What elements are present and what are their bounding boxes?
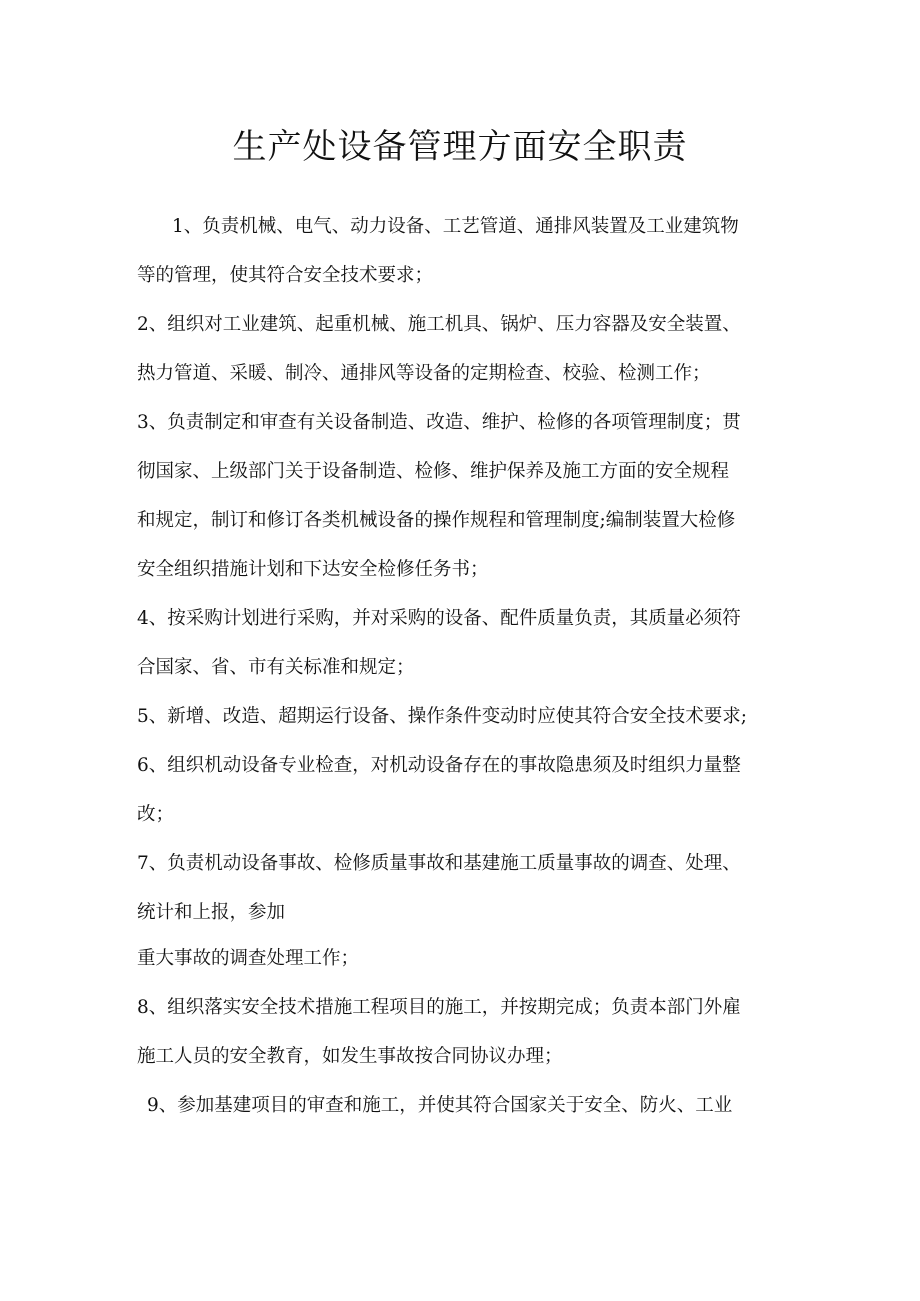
body-line: 统计和上报，参加	[137, 902, 286, 923]
body-line: 安全组织措施计划和下达安全检修任务书；	[137, 559, 489, 580]
body-line: 合国家、省、市有关标准和规定；	[137, 657, 415, 678]
body-line: 热力管道、采暖、制冷、通排风等设备的定期检查、校验、检测工作；	[137, 363, 711, 384]
body-line: 6、组织机动设备专业检查，对机动设备存在的事故隐患须及时组织力量整	[137, 755, 741, 776]
body-line: 4、按采购计划进行采购，并对采购的设备、配件质量负责，其质量必须符	[137, 608, 741, 629]
body-line: 重大事故的调查处理工作；	[137, 948, 360, 969]
body-line: 改；	[137, 804, 175, 825]
body-line: 2、组织对工业建筑、起重机械、施工机具、锅炉、压力容器及安全装置、	[137, 314, 741, 335]
body-line: 彻国家、上级部门关于设备制造、检修、维护保养及施工方面的安全规程	[137, 461, 730, 482]
body-line: 和规定，制订和修订各类机械设备的操作规程和管理制度;编制装置大检修	[137, 510, 736, 531]
document-title: 生产处设备管理方面安全职责	[232, 127, 688, 167]
body-line: 5、新增、改造、超期运行设备、操作条件变动时应使其符合安全技术要求;	[137, 706, 748, 727]
body-line: 施工人员的安全教育，如发生事故按合同协议办理；	[137, 1046, 563, 1067]
body-line: 9、参加基建项目的审查和施工，并使其符合国家关于安全、防火、工业	[147, 1095, 733, 1116]
body-line: 1、负责机械、电气、动力设备、工艺管道、通排风装置及工业建筑物	[172, 216, 739, 237]
body-line: 3、负责制定和审查有关设备制造、改造、维护、检修的各项管理制度；贯	[137, 412, 741, 433]
body-line: 等的管理，使其符合安全技术要求；	[137, 265, 434, 286]
body-line: 7、负责机动设备事故、检修质量事故和基建施工质量事故的调查、处理、	[137, 853, 741, 874]
body-line: 8、组织落实安全技术措施工程项目的施工，并按期完成；负责本部门外雇	[137, 997, 741, 1018]
